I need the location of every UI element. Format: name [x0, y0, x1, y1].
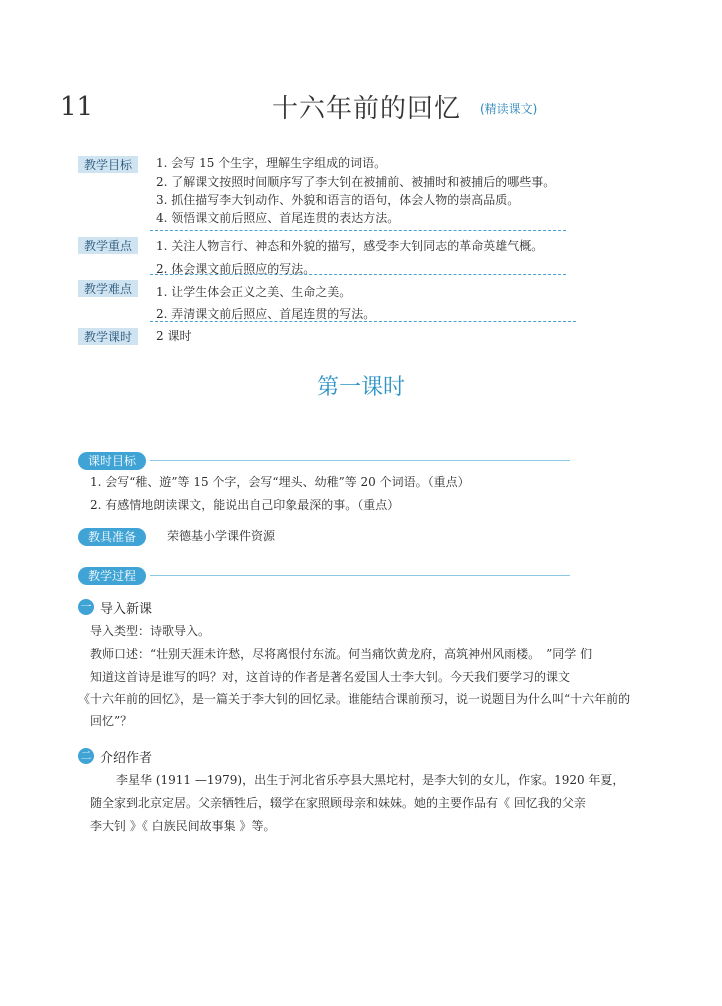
step-text-line: 回忆”？ [90, 714, 133, 728]
page-title: 十六年前的回忆 [272, 94, 462, 124]
step-text-line: 知道这首诗是谁写的吗？对，这首诗的作者是著名爱国人士李大钊。今天我们要学习的课文 [90, 670, 571, 684]
section-title: 第一课时 [316, 375, 405, 400]
goal-item: 2. 了解课文按照时间顺序写了李大钊在被捕前、被捕时和被捕后的哪些事。 [156, 175, 556, 189]
step-text-line: 《十六年前的回忆》，是一篇关于李大钊的回忆录。谁能结合课前预习，说一说题目为什么叫“十六年前的 [78, 692, 631, 706]
step-number-badge: 一 [78, 599, 94, 615]
divider [150, 460, 570, 461]
step-text-line: 教师口述：“壮别天涯未许愁，尽将离恨付东流。何当痛饮黄龙府，高筑神州风雨楼。 ”同学 们 [90, 647, 593, 661]
step-text-line: 随全家到北京定居。父亲牺牲后，辍学在家照顾母亲和妹妹。她的主要作品有《 回忆我的父亲 [90, 796, 586, 810]
difficulty-item: 1. 让学生体会正义之美、生命之美。 [156, 285, 352, 299]
lesson-type-tag: (精读课文) [480, 102, 538, 116]
materials-value: 荣德基小学课件资源 [167, 529, 276, 543]
period-goals-label: 课时目标 [78, 452, 146, 470]
step-title: 导入新课 [100, 602, 153, 617]
divider [150, 321, 576, 322]
divider [150, 230, 566, 231]
period-goal-item: 2. 有感情地朗读课文，能说出自己印象最深的事。（重点） [90, 498, 400, 512]
divider [150, 274, 566, 275]
goal-item: 4. 领悟课文前后照应、首尾连贯的表达方法。 [156, 211, 400, 225]
materials-label: 教具准备 [78, 528, 146, 546]
goal-item: 3. 抓住描写李大钊动作、外貌和语言的语句，体会人物的崇高品质。 [156, 193, 520, 207]
period-goal-item: 1. 会写“稚、遊”等 15 个字，会写“埋头、幼稚”等 20 个词语。（重点） [90, 475, 470, 489]
key-point-item: 2. 体会课文前后照应的写法。 [156, 262, 316, 276]
process-label: 教学过程 [78, 567, 146, 585]
step-text-line: 导入类型：诗歌导入。 [90, 624, 211, 638]
step-title: 介绍作者 [100, 751, 153, 766]
difficulty-item: 2. 弄清课文前后照应、首尾连贯的写法。 [156, 307, 376, 321]
lesson-number: 11 [60, 92, 94, 122]
goal-item: 1. 会写 15 个生字，理解生字组成的词语。 [156, 156, 387, 170]
divider [150, 575, 570, 576]
step-text-line: 李大钊 》《 白族民间故事集 》等。 [90, 819, 276, 833]
hours-value: 2 课时 [156, 329, 192, 343]
step-number-badge: 二 [78, 748, 94, 764]
difficulty-label: 教学难点 [78, 280, 138, 297]
goals-label: 教学目标 [78, 156, 138, 173]
hours-label: 教学课时 [78, 328, 138, 345]
key-point-item: 1. 关注人物言行、神态和外貌的描写，感受李大钊同志的革命英雄气概。 [156, 239, 544, 253]
key-points-label: 教学重点 [78, 237, 138, 254]
step-text-line: 李星华 (1911 —1979)，出生于河北省乐亭县大黑坨村，是李大钊的女儿，作家。1920 年夏， [116, 773, 625, 787]
